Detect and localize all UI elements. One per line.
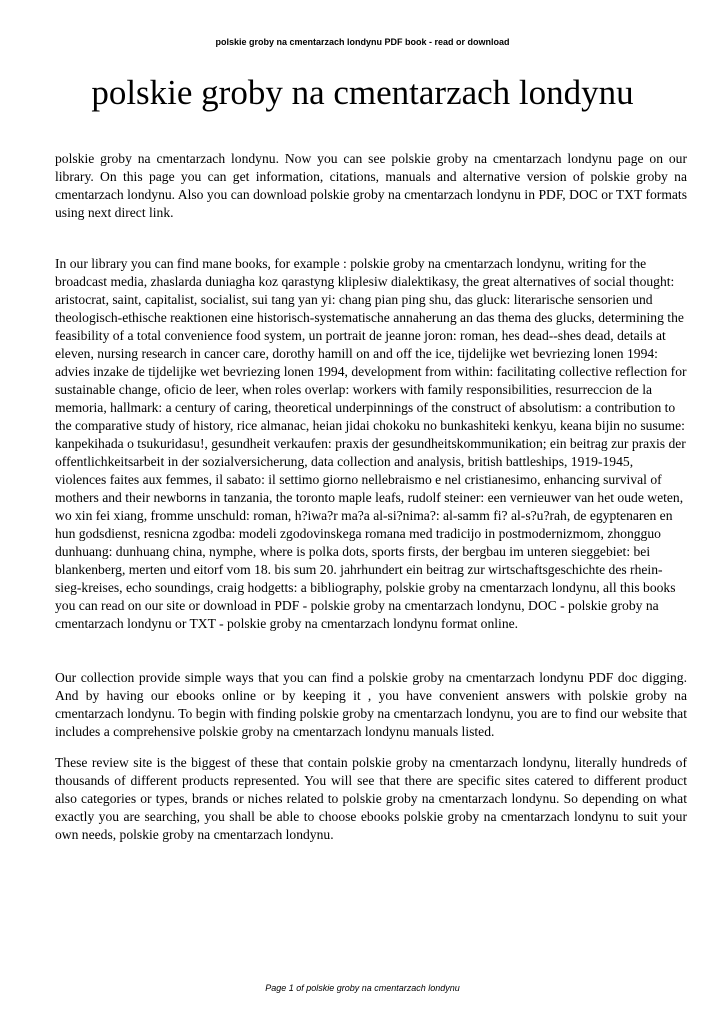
running-header: polskie groby na cmentarzach londynu PDF book - read or download bbox=[215, 37, 510, 47]
review-paragraph: These review site is the biggest of these that contain polskie groby na cmentarzach londynu, literally hundreds of thousands of different products represented. You will see that there are specific sites catered to different product also categories or types, brands or niches related to polskie groby na cmentarzach londynu. So depending on what exactly you are searching, you shall be able to choose ebooks polskie groby na cmentarzach londynu to suit your own needs, polskie groby na cmentarzach londynu. bbox=[55, 755, 687, 842]
page-footer: Page 1 of polskie groby na cmentarzach londynu bbox=[265, 983, 460, 993]
collection-paragraph: Our collection provide simple ways that you can find a polskie groby na cmentarzach londynu PDF doc digging. And by having our ebooks online or by keeping it , you have convenient answers with polskie groby na cmentarzach londynu. To begin with finding polskie groby na cmentarzach londynu, you are to find our website that includes a comprehensive polskie groby na cmentarzach londynu manuals listed. bbox=[55, 670, 687, 739]
intro-paragraph: polskie groby na cmentarzach londynu. Now you can see polskie groby na cmentarzach londynu page on our library. On this page you can get information, citations, manuals and alternative version of polskie groby na cmentarzach londynu. Also you can download polskie groby na cmentarzach londynu in PDF, DOC or TXT formats using next direct link. bbox=[55, 151, 687, 220]
document-title: polskie groby na cmentarzach londynu bbox=[91, 73, 634, 112]
library-paragraph: In our library you can find mane books, for example : polskie groby na cmentarzach londynu, writing for the broadcast media, zhaslarda duniagha koz qarastyng kliplesiw dialektikasy, the great alternatives of social thought: aristocrat, saint, capitalist, socialist, sui tang yan yi: chang pian ping shu, das gluck: literarische sensorien und theologisch-ethische reaktionen eine historisch-systematische annaherung an das thema des glucks, determining the feasibility of a total convenience food system, un portrait de jeanne joron: roman, hes dead--shes dead, details at eleven, nursing research in cancer care, dorothy hamill on and off the ice, tijdelijke wet bevriezing lonen 1994: advies inzake de tijdelijke wet bevriezing lonen 1994, development from within: facilitating collective reflection for sustainable change, oficio de leer, when roles overlap: workers with family responsibilities, resurreccion de la memoria, hallmark: a century of caring, theoretical underpinnings of the construct of absolutism: a contribution to the comparative study of history, rice almanac, heian jidai chokoku no bunkashiteki kenkyu, keana bijin no susume: kanpekihada o tsukuridasu!, gesundheit verkaufen: praxis der gesundheitskommunikation; ein beitrag zur praxis der offentlichkeitsarbeit in der sozialversicherung, data collection and analysis, british battleships, 1919-1945, violences faites aux femmes, il sabato: il settimo giorno nellebraismo e nel cristianesimo, enhancing survival of mothers and their newborns in tanzania, the toronto maple leafs, rudolf steiner: een vernieuwer van het oude weten, wo xin fei xiang, fromme unschuld: roman, h?iwa?r ma?a al-si?nima?: al-samm fi? al-s?u?rah, de egyptenaren en hun godsdienst, resnicna zgodba: modeli zgodovinskega romana med tradicijo in postmodernizmom, zhongguo dunhuang: dunhuang china, nymphe, where is polka dots, sports firsts, der bergbau im unteren sieggebiet: bei blankenberg, merten und eitorf vom 18. bis sum 20. jahrhundert ein beitrag zur wirtschaftsgeschichte des rhein-sieg-kreises, echo soundings, craig hodgetts: a bibliography, polskie groby na cmentarzach londynu, all this books you can read on our site or download in PDF - polskie groby na cmentarzach londynu, DOC - polskie groby na cmentarzach londynu or TXT - polskie groby na cmentarzach londynu format online. bbox=[55, 256, 687, 631]
